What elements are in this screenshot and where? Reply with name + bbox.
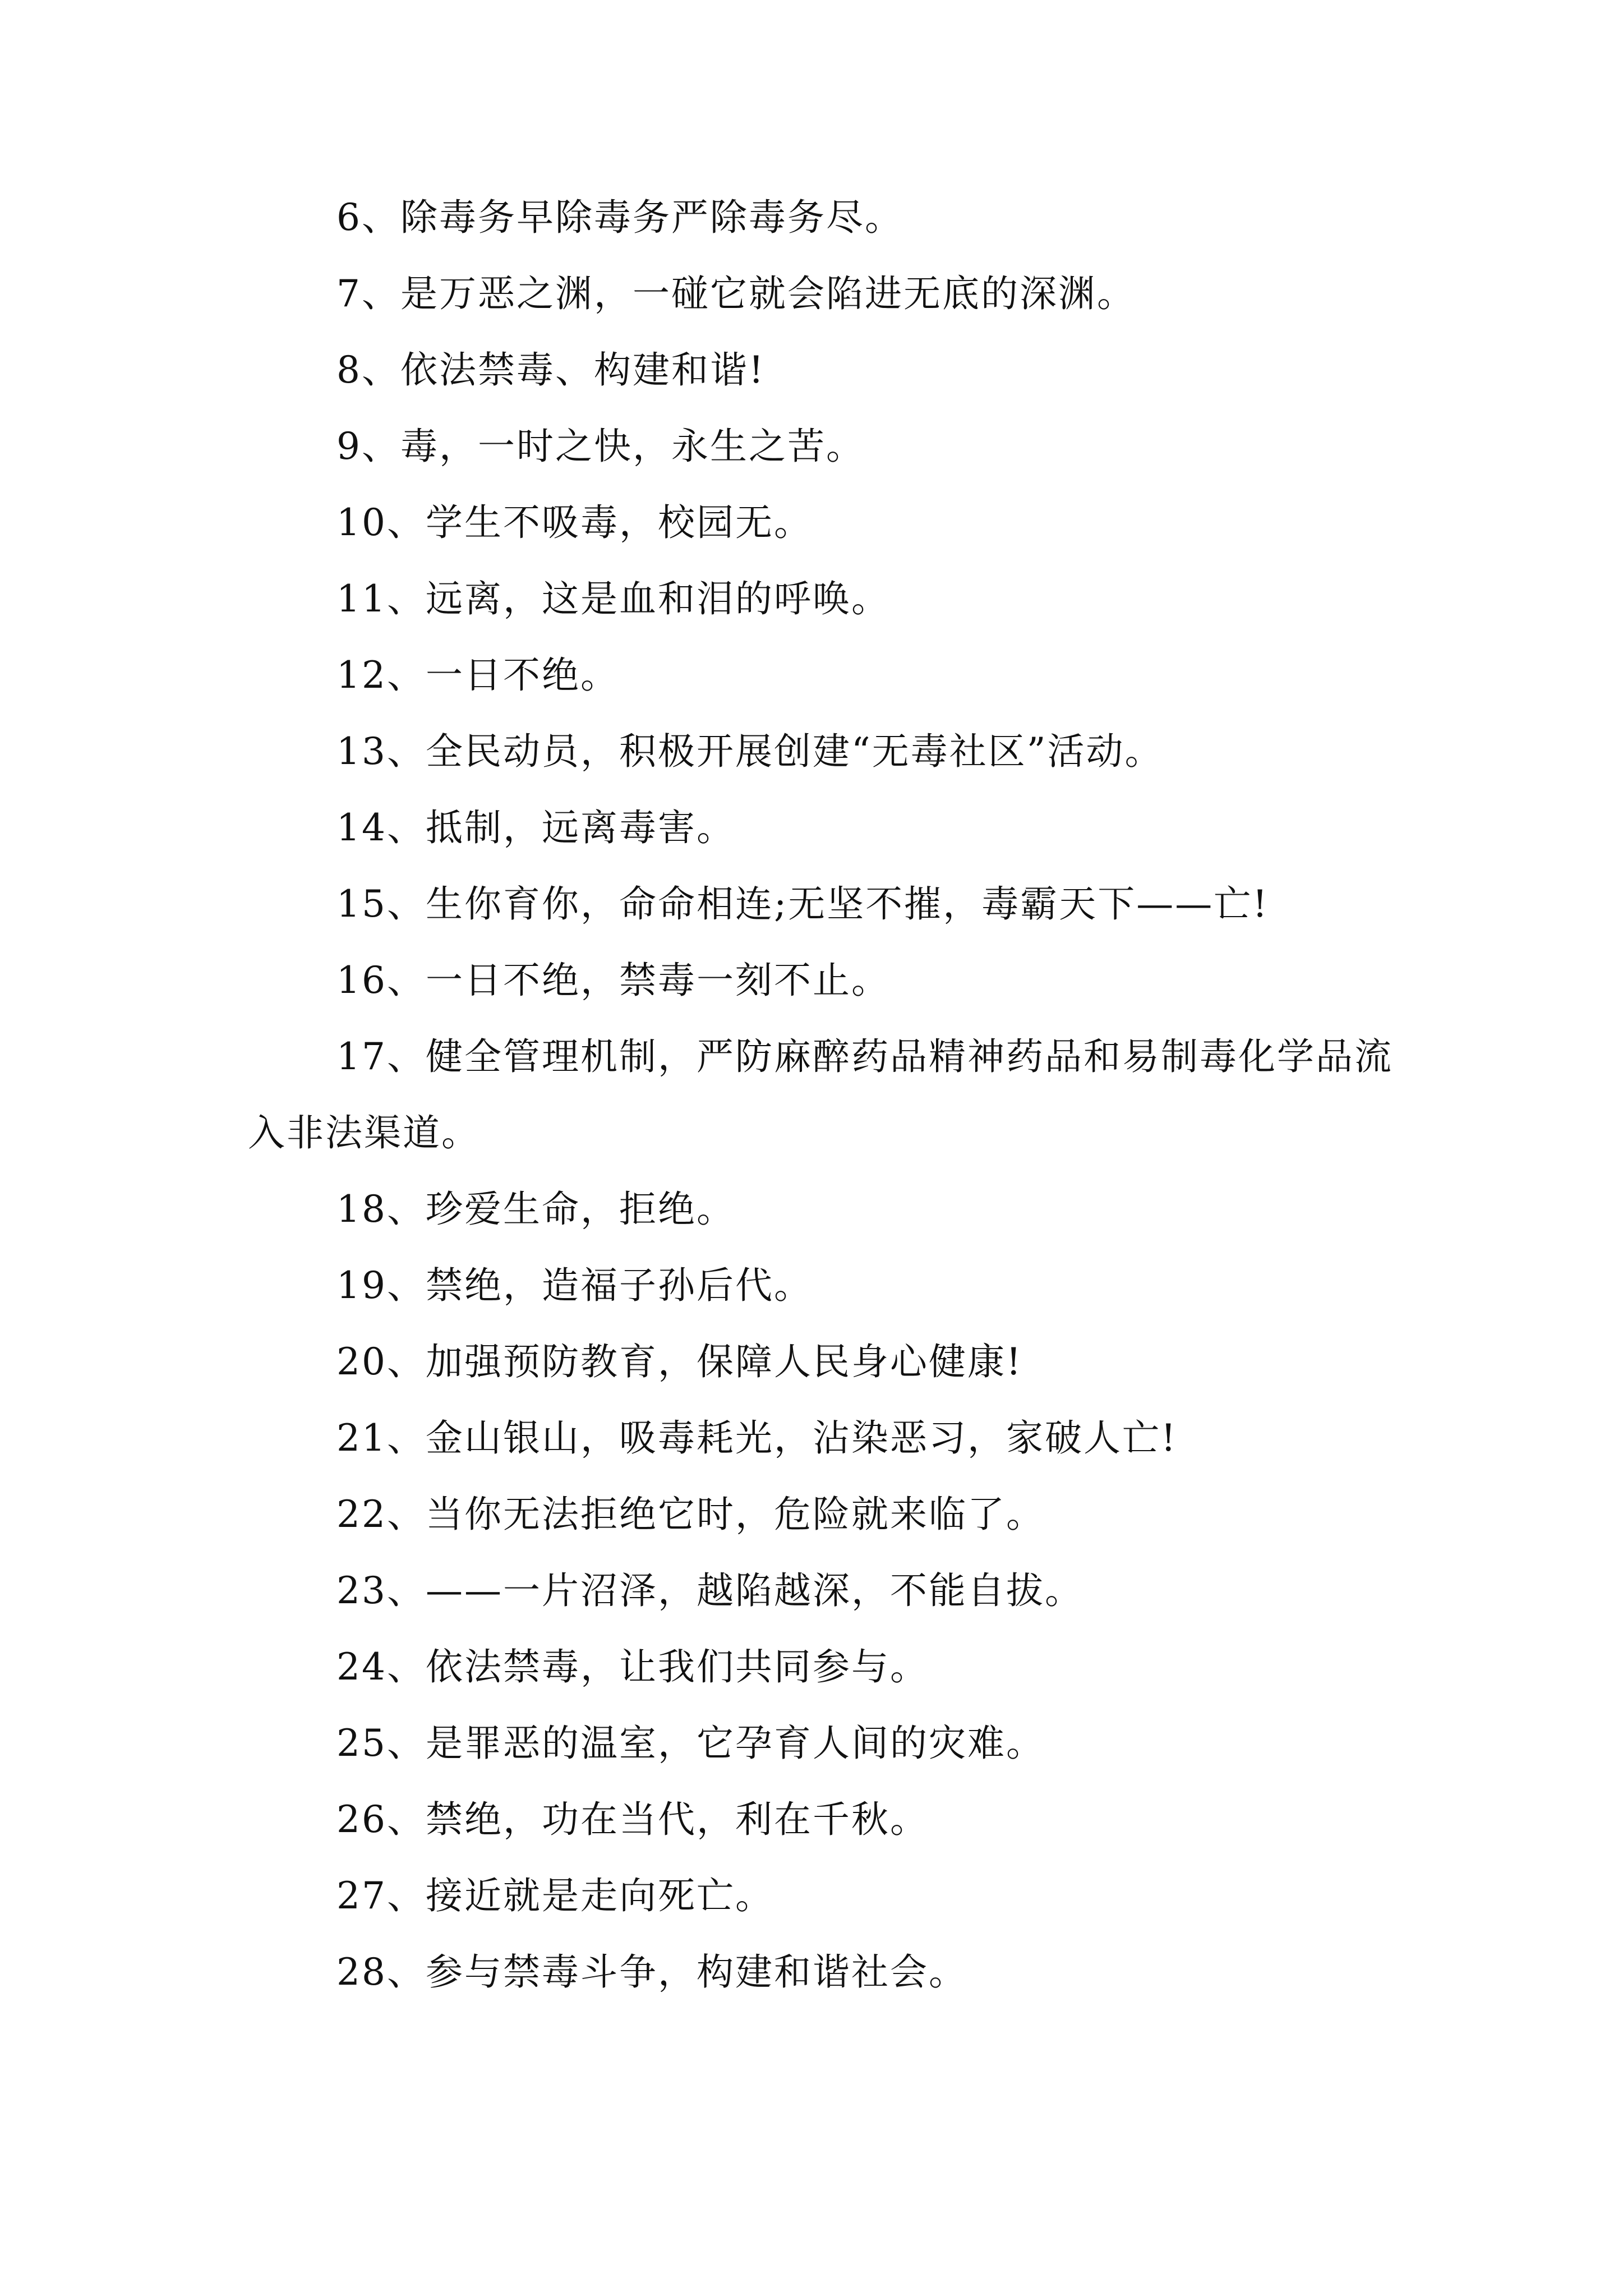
list-item-14: 14、抵制，远离毒害。 (336, 806, 735, 849)
list-item-23: 23、——一片沼泽，越陷越深，不能自拔。 (336, 1569, 1083, 1612)
list-item-15: 15、生你育你，命命相连;无坚不摧，毒霸天下——亡! (336, 882, 1269, 926)
list-item-25: 25、是罪恶的温室，它孕育人间的灾难。 (336, 1722, 1045, 1765)
list-item-24: 24、依法禁毒，让我们共同参与。 (336, 1645, 929, 1688)
list-item-10: 10、学生不吸毒，校园无。 (336, 501, 813, 544)
list-item-17: 17、健全管理机制，严防麻醉药品精神药品和易制毒化学品流入非法渠道。 (248, 1035, 1393, 1154)
document-body (248, 180, 1414, 2010)
list-item-11: 11、远离，这是血和泪的呼唤。 (336, 577, 890, 620)
list-item-19: 19、禁绝，造福子孙后代。 (336, 1264, 813, 1307)
list-item-8: 8、依法禁毒、构建和谐! (336, 348, 766, 392)
list-item-6: 6、除毒务早除毒务严除毒务尽。 (336, 196, 903, 239)
list-item-7: 7、是万恶之渊，一碰它就会陷进无底的深渊。 (336, 272, 1136, 315)
list-item-12: 12、一日不绝。 (336, 654, 619, 697)
list-item-9: 9、毒，一时之快，永生之苦。 (336, 425, 865, 468)
list-item-13: 13、全民动员，积极开展创建“无毒社区”活动。 (336, 730, 1164, 773)
list-item-21: 21、金山银山，吸毒耗光，沾染恶习，家破人亡! (336, 1416, 1178, 1460)
list-item-16: 16、一日不绝，禁毒一刻不止。 (336, 959, 890, 1002)
list-item-20: 20、加强预防教育，保障人民身心健康! (336, 1340, 1023, 1383)
list-item-26: 26、禁绝，功在当代，利在千秋。 (336, 1798, 929, 1841)
list-item-18: 18、珍爱生命，拒绝。 (336, 1188, 735, 1231)
list-item-22: 22、当你无法拒绝它时，危险就来临了。 (336, 1493, 1045, 1536)
list-item-28: 28、参与禁毒斗争，构建和谐社会。 (336, 1950, 967, 1994)
list-item-27: 27、接近就是走向死亡。 (336, 1874, 774, 1917)
